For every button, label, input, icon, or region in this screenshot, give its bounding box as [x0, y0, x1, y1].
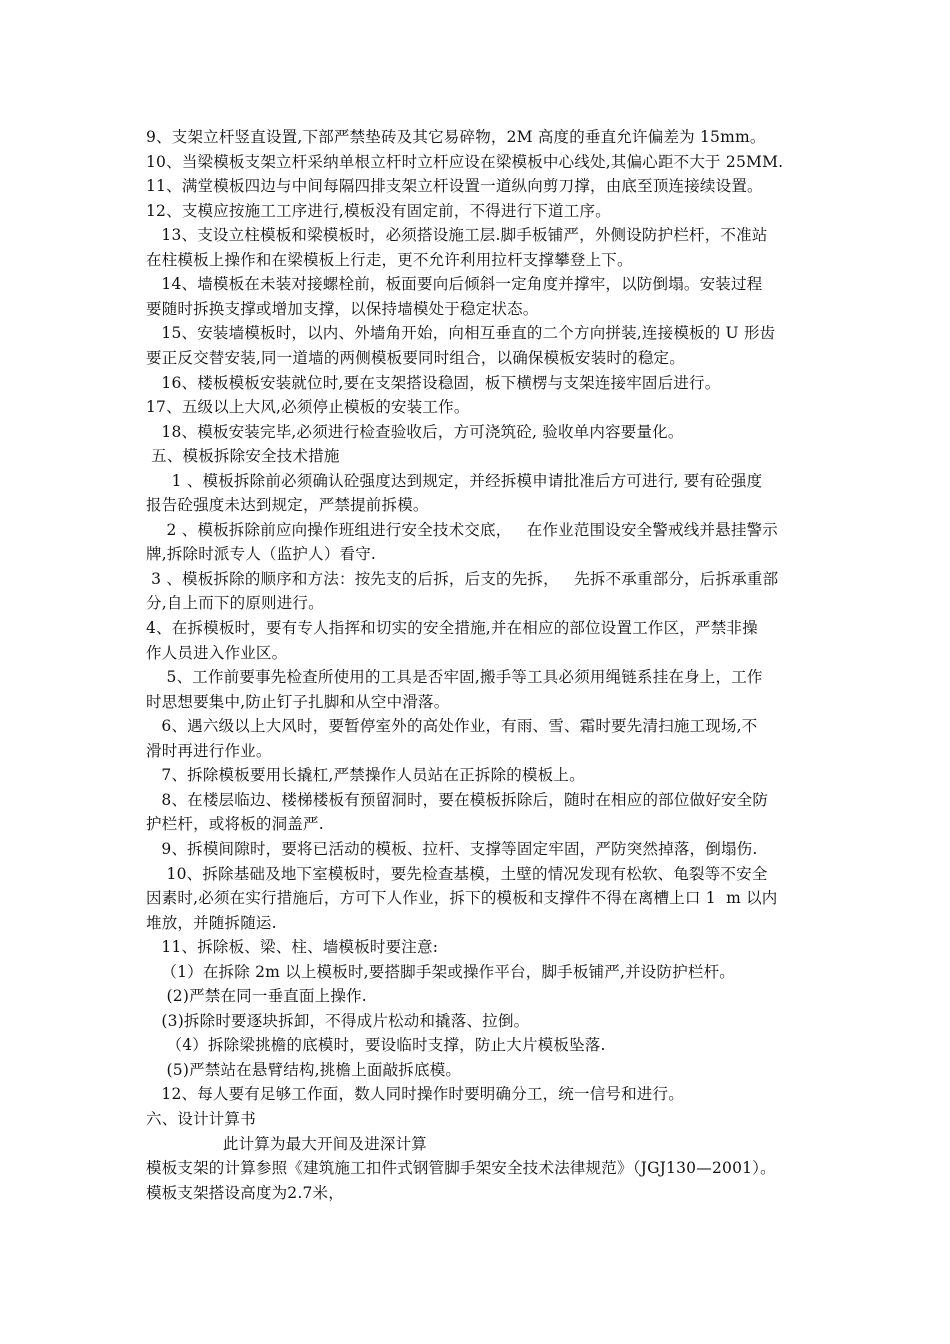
- text-line: 12、每人要有足够工作面，数人同时操作时要明确分工，统一信号和进行。: [146, 1085, 684, 1104]
- text-line: 6、遇六级以上大风时，要暂停室外的高处作业，有雨、雪、霜时要先清扫施工现场,不: [146, 717, 758, 736]
- text-line: 作人员进入作业区。: [146, 643, 288, 662]
- text-line: 9、支架立杆竖直设置,下部严禁垫砖及其它易碎物，2M 高度的垂直允许偏差为 15mm。: [146, 128, 766, 146]
- text-line: 此计算为最大开间及进深计算: [146, 1134, 428, 1153]
- text-line: 在柱模板上操作和在梁模板上行走，更不允许利用拉杆支撑攀登上下。: [146, 250, 633, 269]
- text-line: 五、模板拆除安全技术措施: [146, 447, 340, 466]
- text-line: 堆放，并随拆随运.: [146, 913, 277, 932]
- text-line: 报告砼强度未达到规定，严禁提前拆模。: [146, 496, 429, 515]
- text-line: 7、拆除模板要用长撬杠,严禁操作人员站在正拆除的模板上。: [146, 766, 585, 785]
- text-line: 10、拆除基础及地下室模板时，要先检查基模，土壁的情况发现有松软、龟裂等不安全: [146, 864, 768, 883]
- text-line: 16、楼板模板安装就位时,要在支架搭设稳固，板下横楞与支架连接牢固后进行。: [146, 373, 721, 392]
- text-line: 11、满堂模板四边与中间每隔四排支架立杆设置一道纵向剪刀撑，由底至顶连接续设置。: [146, 177, 763, 196]
- text-line: 2 、模板拆除前应向操作班组进行安全技术交底， 在作业范围设安全警戒线并悬挂警示: [146, 520, 778, 539]
- text-line: 模板支架的计算参照《建筑施工扣件式钢管脚手架安全技术法律规范》（JGJ130—2001）。: [146, 1159, 776, 1178]
- text-line: 18、模板安装完毕,必须进行检查验收后，方可浇筑砼, 验收单内容要量化。: [146, 422, 684, 441]
- text-line: 因素时,必须在实行措施后，方可下人作业，拆下的模板和支撑件不得在离槽上口 1 m 以内: [146, 889, 778, 908]
- text-line: 3 、模板拆除的顺序和方法：按先支的后拆，后支的先拆， 先拆不承重部分，后拆承重部: [146, 569, 779, 588]
- text-line: 10、当梁模板支架立杆采纳单根立杆时立杆应设在梁模板中心线处,其偏心距不大于 25MM.: [146, 152, 784, 171]
- text-line: 时思想要集中,防止钉子扎脚和从空中滑落。: [146, 692, 450, 711]
- text-line: 4、在拆模板时，要有专人指挥和切实的安全措施,并在相应的部位设置工作区，严禁非操: [146, 619, 758, 637]
- text-line: (3)拆除时要逐块拆卸，不得成片松动和撬落、拉倒。: [146, 1011, 530, 1030]
- text-line: (5)严禁站在悬臂结构,挑檐上面敲拆底模。: [146, 1060, 462, 1079]
- text-line: 要随时拆换支撑或增加支撑，以保持墙模处于稳定状态。: [146, 299, 539, 318]
- text-line: 5、工作前要事先检查所使用的工具是否牢固,搬手等工具必须用绳链系挂在身上，工作: [146, 668, 763, 687]
- text-line: 13、支设立柱模板和梁模板时，必须搭设施工层.脚手板铺严，外侧设防护栏杆，不准站: [146, 226, 768, 245]
- text-line: 9、拆模间隙时，要将已活动的模板、拉杆、支撑等固定牢固，严防突然掉落，倒塌伤.: [146, 839, 758, 858]
- text-line: 护栏杆，或将板的洞盖严.: [146, 815, 324, 834]
- text-line: (2)严禁在同一垂直面上操作.: [146, 987, 367, 1006]
- text-line: 1 、模板拆除前必须确认砼强度达到规定，并经拆模申请批准后方可进行, 要有砼强度: [146, 471, 763, 490]
- text-line: （4）拆除梁挑檐的底模时，要设临时支撑，防止大片模板坠落.: [146, 1036, 606, 1055]
- text-line: 11、拆除板、梁、柱、墙模板时要注意:: [146, 938, 439, 957]
- text-line: 17、五级以上大风,必须停止模板的安装工作。: [146, 398, 470, 417]
- text-line: 模板支架搭设高度为2.7米，: [146, 1183, 344, 1202]
- text-line: 8、在楼层临边、楼梯楼板有预留洞时，要在模板拆除后，随时在相应的部位做好安全防: [146, 790, 769, 809]
- text-line: 12、支模应按施工工序进行,模板没有固定前，不得进行下道工序。: [146, 201, 611, 220]
- text-line: 15、安装墙模板时，以内、外墙角开始，向相互垂直的二个方向拼装,连接模板的 U 形齿: [146, 324, 776, 343]
- text-line: 分,自上而下的原则进行。: [146, 594, 324, 613]
- text-line: 六、设计计算书: [146, 1110, 256, 1128]
- text-line: （1）在拆除 2m 以上模板时,要搭脚手架或操作平台，脚手板铺严,并设防护栏杆。: [146, 962, 736, 981]
- text-line: 滑时再进行作业。: [146, 741, 272, 760]
- text-line: 要正反交替安装,同一道墙的两侧模板要同时组合，以确保模板安装时的稳定。: [146, 348, 685, 367]
- text-line: 牌,拆除时派专人（监护人）看守.: [146, 545, 377, 564]
- text-line: 14、墙模板在未装对接螺栓前，板面要向后倾斜一定角度并撑牢，以防倒塌。安装过程: [146, 275, 763, 294]
